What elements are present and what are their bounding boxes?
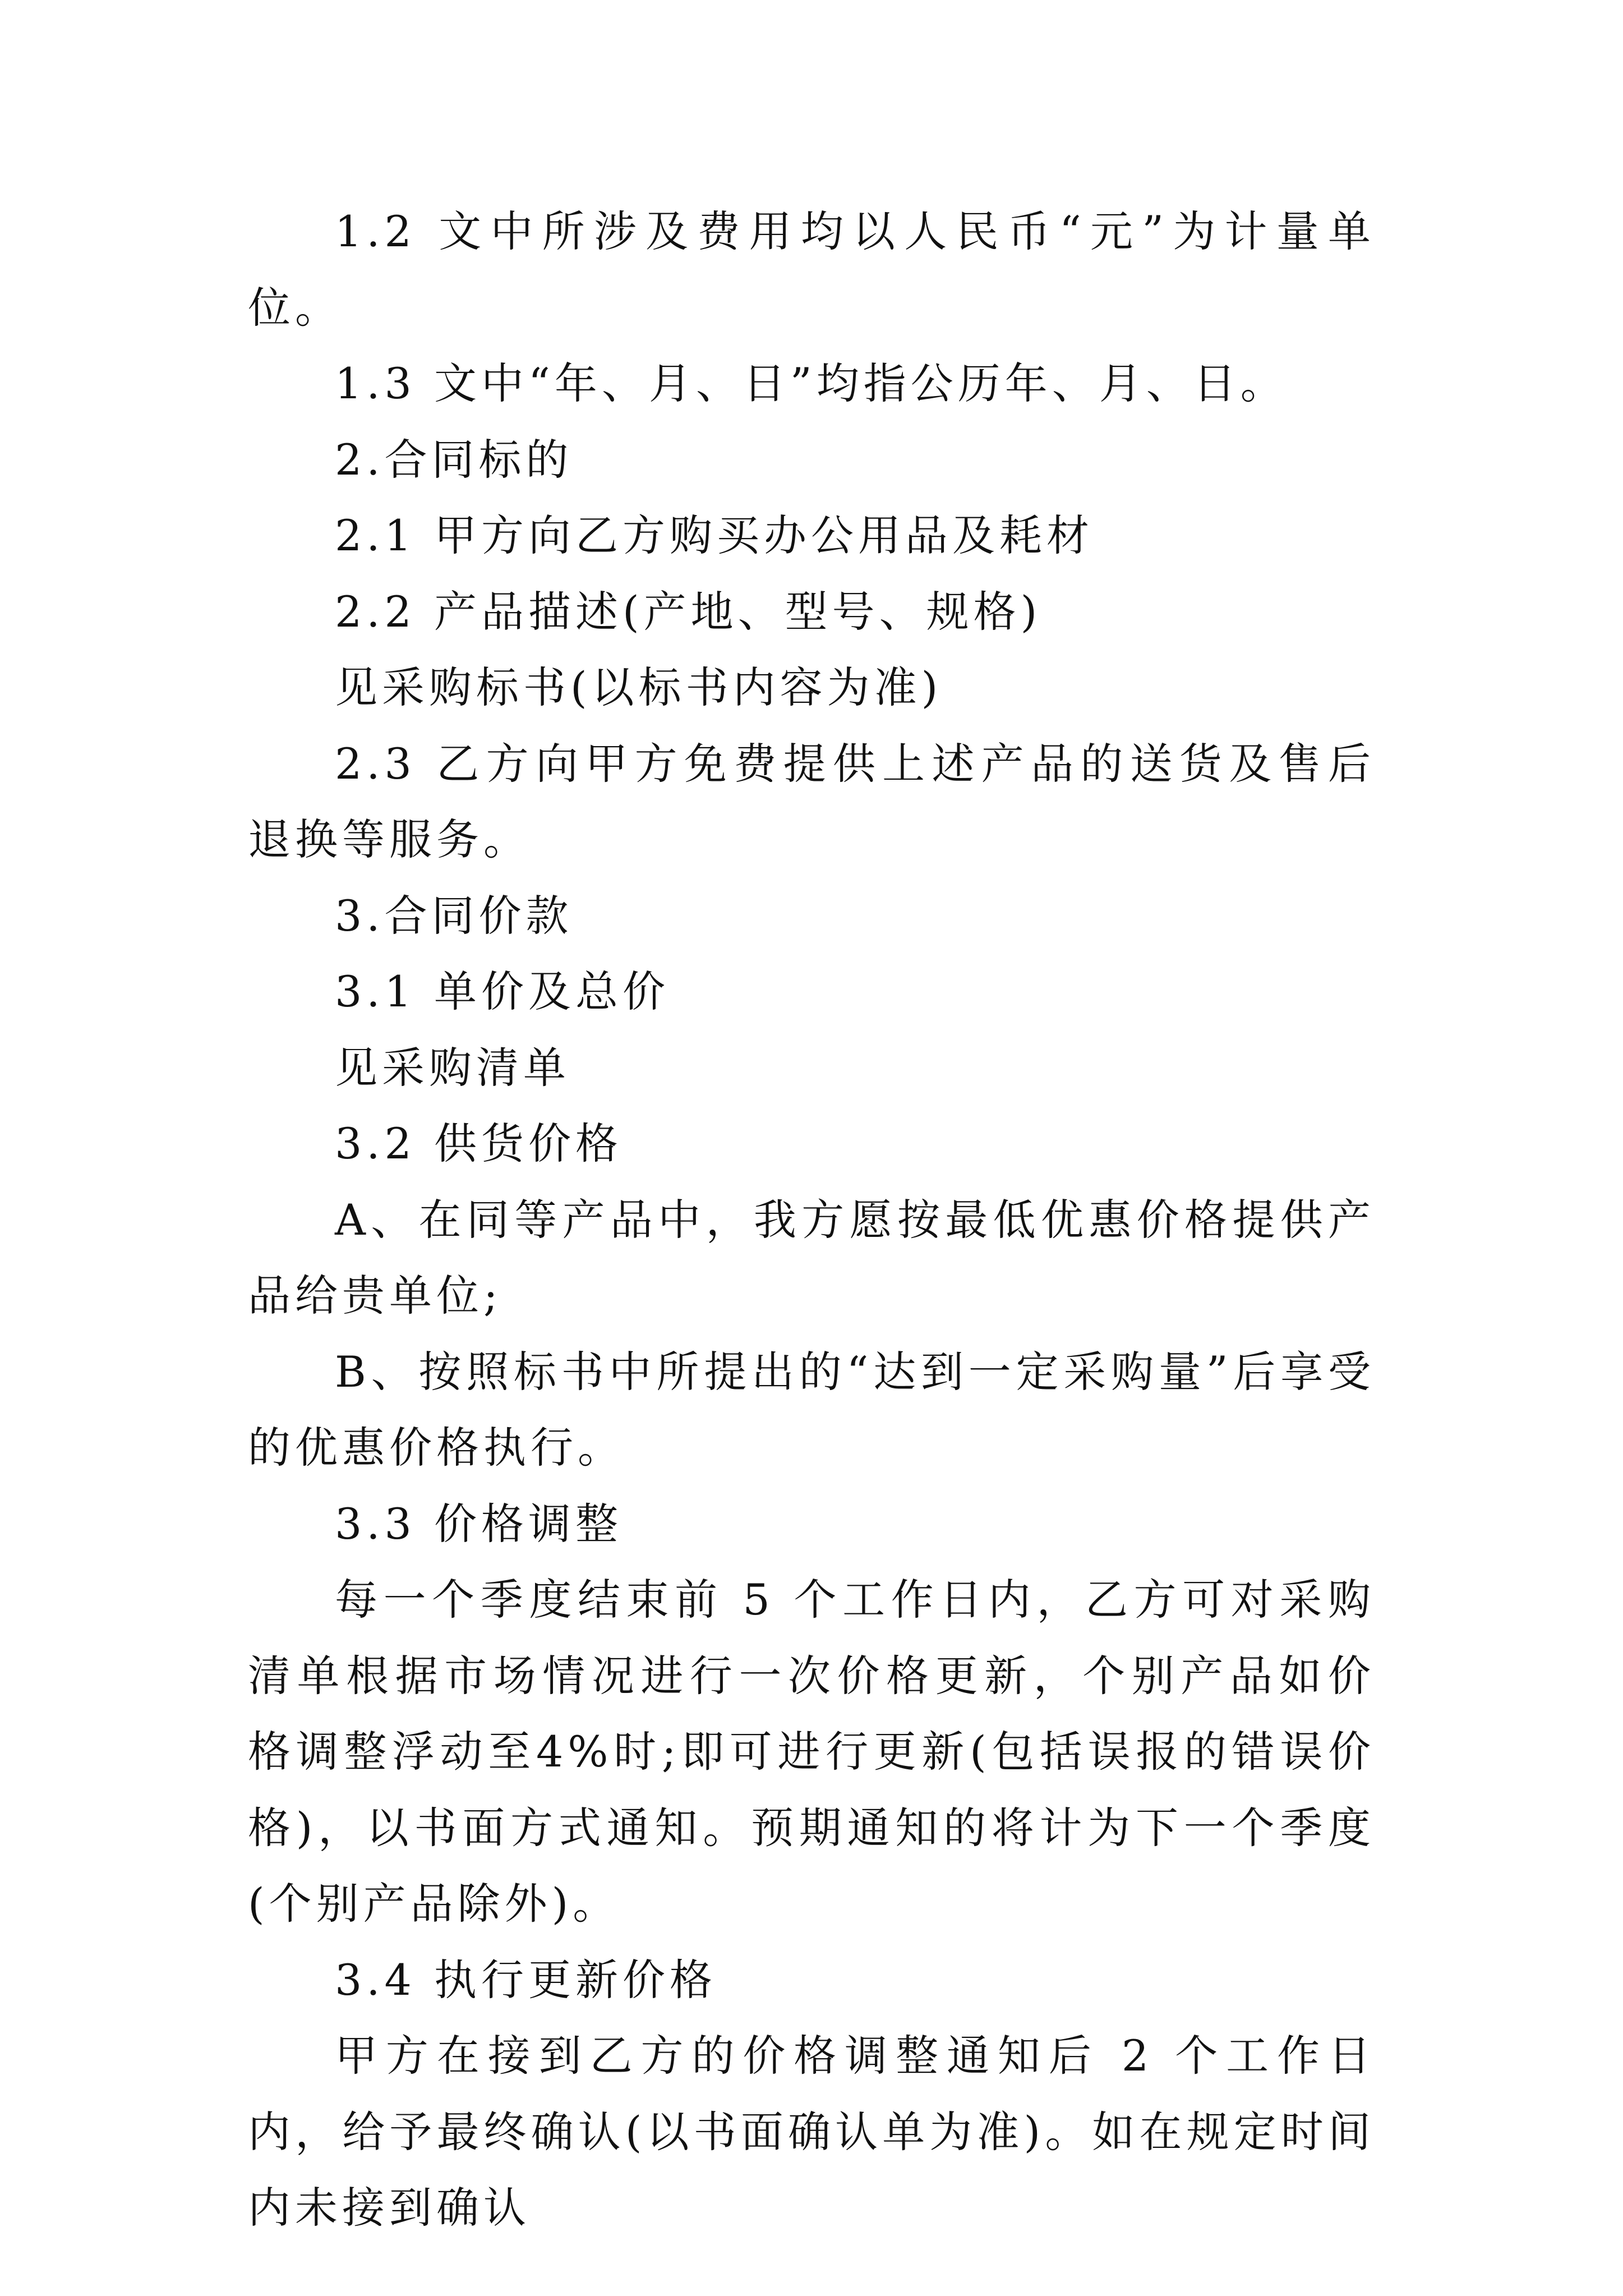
- clause-3-1-detail: 见采购清单: [335, 1042, 570, 1093]
- document-body: [248, 194, 1375, 2246]
- clause-3-4-detail: 甲方在接到乙方的价格调整通知后 2 个工作日内，给予最终确认(以书面确认单为准)。如在规定时间内未接到确认: [248, 2031, 1375, 2233]
- clause-3-2-b: B、按照标书中所提出的“达到一定采购量”后享受的优惠价格执行。: [248, 1346, 1375, 1473]
- clause-3-3-detail: 每一个季度结束前 5 个工作日内，乙方可对采购清单根据市场情况进行一次价格更新，个别产品如价格调整浮动至4%时;即可进行更新(包括误报的错误价格)，以书面方式通知。预期通知的将计为下一个季度(个别产品除外)。: [248, 1575, 1375, 1929]
- clause-3-1: 3.1 单价及总价: [335, 967, 670, 1016]
- clause-2-2: 2.2 产品描述(产地、型号、规格): [335, 586, 1042, 637]
- clause-3-2-a: A、在同等产品中，我方愿按最低优惠价格提供产品给贵单位;: [248, 1194, 1375, 1320]
- section-3-heading: 3.合同价款: [335, 890, 573, 941]
- clause-3-3: 3.3 价格调整: [335, 1498, 623, 1549]
- clause-3-4: 3.4 执行更新价格: [335, 1954, 717, 2005]
- section-2-heading: 2.合同标的: [335, 434, 573, 485]
- clause-3-2: 3.2 供货价格: [335, 1119, 623, 1168]
- clause-1-2: 1.2 文中所涉及费用均以人民币“元”为计量单位。: [248, 206, 1375, 333]
- clause-2-2-detail: 见采购标书(以标书内容为准): [335, 662, 943, 712]
- clause-2-1: 2.1 甲方向乙方购买办公用品及耗材: [335, 510, 1094, 560]
- clause-1-3: 1.3 文中“年、月、日”均指公历年、月、日。: [335, 358, 1288, 408]
- clause-2-3: 2.3 乙方向甲方免费提供上述产品的送货及售后退换等服务。: [248, 738, 1375, 864]
